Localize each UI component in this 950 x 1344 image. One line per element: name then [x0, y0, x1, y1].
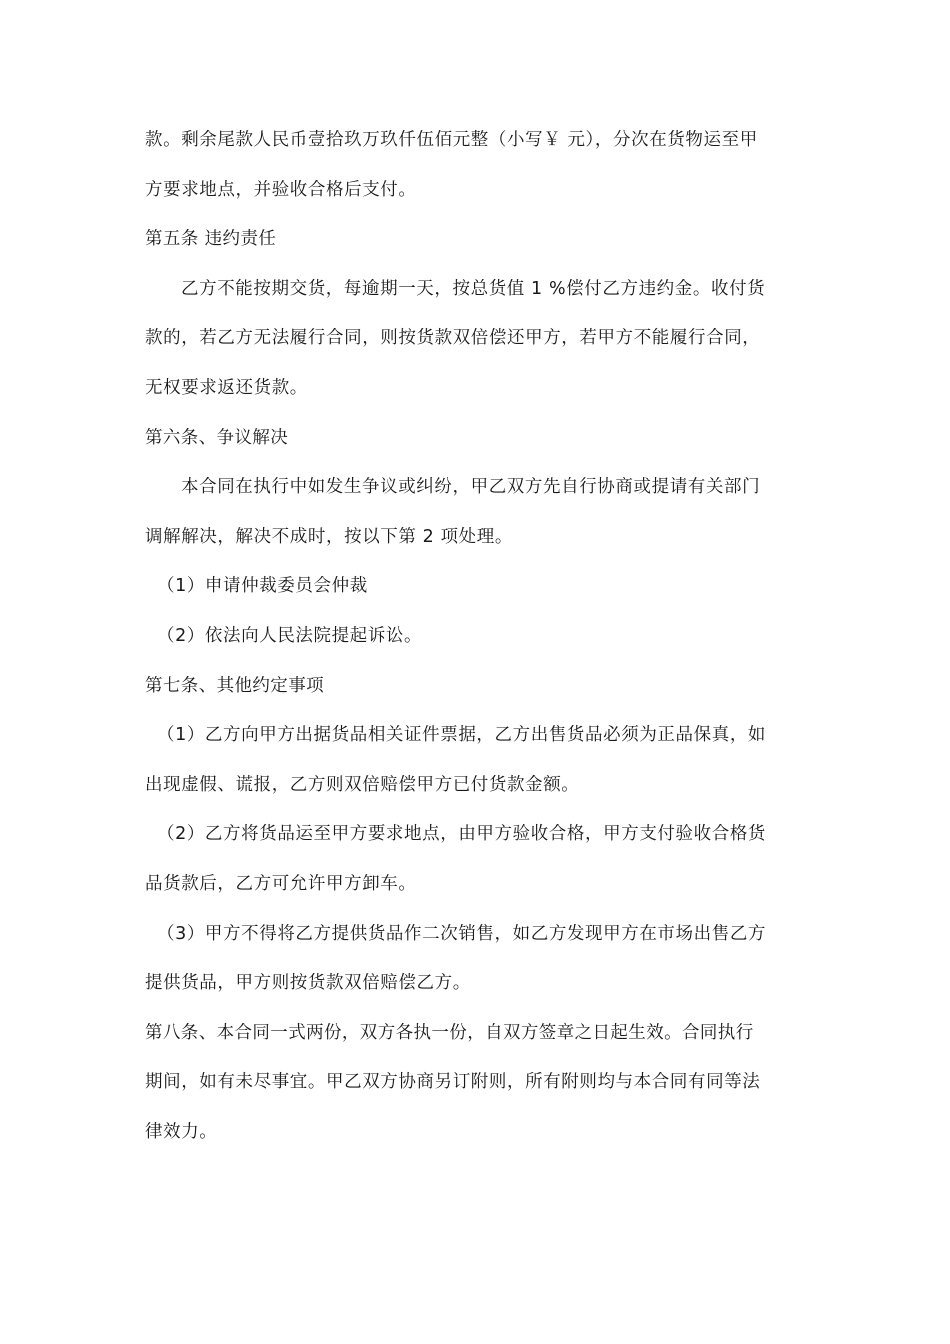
list-item: （2）依法向人民法院提起诉讼。 — [157, 625, 423, 646]
list-item: （3）甲方不得将乙方提供货品作二次销售，如乙方发现甲方在市场出售乙方 — [157, 923, 767, 944]
text-line: 款。剩余尾款人民币壹拾玖万玖仟伍佰元整（小写￥ 元），分次在货物运至甲 — [145, 130, 758, 150]
text-line: 乙方不能按期交货，每逾期一天，按总货值 1 %偿付乙方违约金。收付货 — [181, 278, 766, 299]
section-heading-7: 第七条、其他约定事项 — [145, 675, 324, 696]
text-line: 本合同在执行中如发生争议或纠纷，甲乙双方先自行协商或提请有关部门 — [181, 477, 761, 498]
list-item: （1）乙方向甲方出据货品相关证件票据，乙方出售货品必须为正品保真，如 — [157, 725, 767, 746]
text-line: 期间，如有未尽事宜。甲乙双方协商另订附则，所有附则均与本合同有同等法 — [145, 1072, 761, 1093]
text-line: 款的，若乙方无法履行合同，则按货款双倍偿还甲方，若甲方不能履行合同， — [145, 328, 761, 349]
section-heading-8: 第八条、本合同一式两份，双方各执一份，自双方签章之日起生效。合同执行 — [145, 1022, 754, 1043]
text-line: 律效力。 — [145, 1121, 218, 1142]
text-line: 出现虚假、谎报，乙方则双倍赔偿甲方已付货款金额。 — [145, 774, 580, 795]
text-line: 调解解决，解决不成时，按以下第 2 项处理。 — [145, 526, 513, 547]
text-line: 无权要求返还货款。 — [145, 377, 308, 398]
text-line: 提供货品，甲方则按货款双倍赔偿乙方。 — [145, 973, 471, 994]
document-body — [145, 116, 810, 1157]
section-heading-5: 第五条 违约责任 — [145, 229, 277, 250]
text-line: 品货款后，乙方可允许甲方卸车。 — [145, 873, 417, 894]
list-item: （1）申请仲裁委员会仲裁 — [157, 576, 368, 597]
section-heading-6: 第六条、争议解决 — [145, 427, 289, 448]
text-line: 方要求地点，并验收合格后支付。 — [145, 179, 417, 200]
list-item: （2）乙方将货品运至甲方要求地点，由甲方验收合格，甲方支付验收合格货 — [157, 824, 767, 845]
